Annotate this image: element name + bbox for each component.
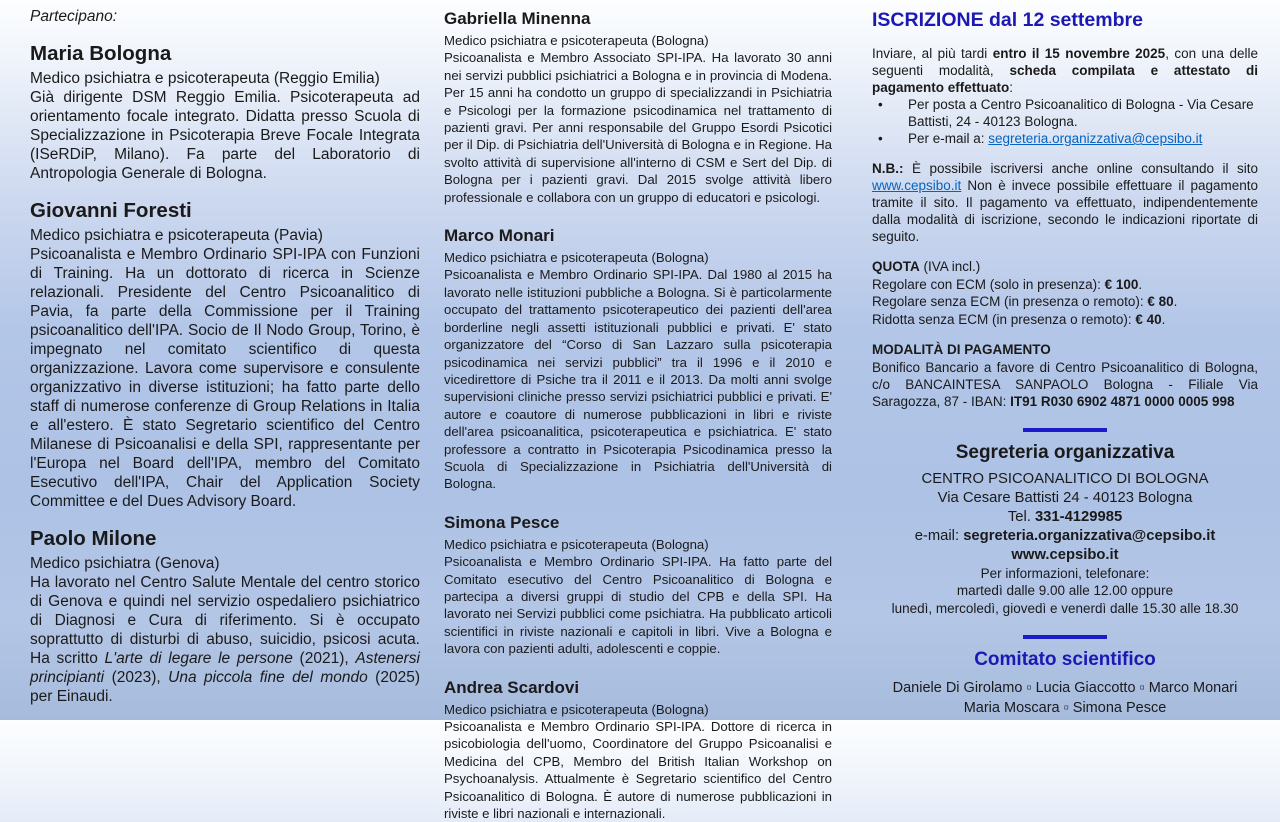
section-divider [1023,428,1107,432]
person-name: Andrea Scardovi [444,677,580,697]
person-name: Simona Pesce [444,512,560,532]
bullet-text [908,130,1258,147]
participants-left-column [30,0,420,706]
fee-line [872,311,1258,329]
section-divider [1023,635,1107,639]
bio-marco-monari [444,225,832,493]
secretariat-section [872,441,1258,618]
bio-text: (2025) per Einaudi. [30,669,420,705]
bio-maria-bologna [30,42,420,183]
person-name: Maria Bologna [30,42,172,65]
fee-price: € 40 [1135,311,1162,327]
secretariat-title: Segreteria organizzativa [955,441,1175,463]
nb-text: È possibile iscriversi anche online consultando il sito [903,161,1258,176]
info-line: martedì dalle 9.00 alle 12.00 oppure [956,583,1174,598]
person-name: Giovanni Foresti [30,199,192,222]
fee-price: € 80 [1147,294,1174,309]
payment-section [872,341,1258,410]
secretariat-email-line [872,527,1258,546]
fee-end: . [1173,294,1178,309]
intro-text: , con una delle seguenti modalità, [872,46,1259,78]
secretariat-website[interactable]: www.cepsibo.it [1011,546,1119,563]
info-line: lunedì, mercoledì, giovedì e venerdì dalle 15.30 alle 18.30 [891,600,1239,616]
person-name: Paolo Milone [30,527,157,550]
person-role: Medico psichiatra e psicoterapeuta (Reggio Emilia) [30,70,380,87]
email-label: e-mail: [914,527,964,544]
bullet-email [872,130,1258,147]
person-role: Medico psichiatra e psicoterapeuta (Bologna) [444,536,709,552]
book-title: Una piccola fine del mondo [168,669,368,686]
fee-price: € 100 [1104,276,1139,292]
participants-middle-column [444,0,832,822]
secretariat-email[interactable]: segreteria.organizzativa@cepsibo.it [963,527,1216,544]
registration-column [872,0,1258,718]
fee-title-suffix: (IVA incl.) [919,259,981,274]
payment-title: MODALITÀ DI PAGAMENTO [872,342,1051,357]
website-link[interactable]: www.cepsibo.it [872,178,962,193]
person-role: Medico psichiatra e psicoterapeuta (Bologna) [444,33,709,48]
nb-text: Non è invece possibile effettuare il pagamento tramite il sito. Il pagamento va effettuato, indipendentemente dalla modalità di iscrizione, secondo le indicazioni riportate di seguito. [872,178,1258,244]
bio-gabriella-minenna [444,8,832,206]
person-name: Gabriella Minenna [444,9,591,28]
fee-title: QUOTA [872,259,920,274]
fee-line [872,276,1258,294]
registration-title: ISCRIZIONE dal 12 settembre [872,9,1143,31]
person-bio [30,573,420,706]
person-role: Medico psichiatra e psicoterapeuta (Bologna) [444,701,709,717]
fee-end: . [1138,276,1143,292]
phone-number: 331-4129985 [1034,508,1123,525]
person-bio: Già dirigente DSM Reggio Emilia. Psicoterapeuta ad orientamento focale integrato. Didatta presso Scuola di Specializzazione in Psicoterapia Breve Focale Integrata (ISeRDiP, Milano). Fa parte del Laboratorio di Antropologia Generale di Bologna. [30,89,420,182]
deadline-text: entro il 15 novembre 2025 [992,46,1166,61]
participants-intro: Partecipano: [30,8,118,25]
nb-label: N.B.: [872,161,904,176]
committee-members: Maria Moscara ▫ Simona Pesce [963,699,1167,716]
bio-paolo-milone [30,527,420,706]
person-name: Marco Monari [444,226,555,246]
intro-text: Inviare, al più tardi [872,46,993,61]
person-bio: Psicoanalista e Membro Ordinario SPI-IPA. Dottore di ricerca in psicobiologia dell'uomo, Coordinatore del Gruppo Psicoanalisi e Medicina del CPB, Membro del British Italian Workshop on Psychoanalysis. Attualmente è Segretario scientifico del Centro Psicoanalitico di Bologna. È autore di numerose pubblicazioni in riviste e libri nazionali e internazionali. [444,719,832,822]
committee-title: Comitato scientifico [974,649,1156,670]
registration-intro [872,45,1258,96]
fee-line [872,293,1258,311]
nb-paragraph [872,160,1258,245]
iban-value: IT91 R030 6902 4871 0000 0005 998 [1010,393,1235,409]
payment-body [872,359,1258,410]
phone-label: Tel. [1007,508,1035,525]
fee-section [872,258,1258,328]
bullet-label: Per e-mail a: [908,131,989,146]
fee-title-line [872,258,1258,276]
fee-label: Ridotta senza ECM (in presenza o remoto): [872,311,1136,327]
person-bio: Psicoanalista e Membro Ordinario SPI-IPA con Funzioni di Training. Ha un dottorato di ricerca in Scienze relazionali. Presidente del Centro Psicoanalitico di Pavia, fa parte della Commissione per il Training psicoanalitico dell'IPA. Socio de Il Nodo Group, Torino, è impegnato nel comitato scientifico di questa organizzazione. Lavora come supervisore e consulente organizzativo in diverse istituzioni; ha fatto parte dello staff di numerose conferenze di Group Relations in Italia e all'estero. È stato Segretario scientifico del Centro Milanese di Psicoanalisi e della SPI, rappresentante per l'Europa nel Board dell'IPA, membro del Comitato Esecutivo dell'IPA, Chair del Application Society Committee e del Dues Advisory Board. [30,246,420,510]
fee-end: . [1161,311,1166,327]
person-role: Medico psichiatra e psicoterapeuta (Bologna) [444,250,709,266]
secretariat-org: CENTRO PSICOANALITICO DI BOLOGNA [921,470,1209,487]
bio-andrea-scardovi [444,677,832,822]
committee-section [872,648,1258,718]
person-bio: Psicoanalista e Membro Ordinario SPI-IPA. Ha fatto parte del Comitato esecutivo del Centro Psicoanalitico di Bologna e partecipa a diversi gruppi di studio del CPB e della SPI. Ha lavorato nei Servizi pubblici come psichiatra. Ha pubblicato articoli scientifici in riviste nazionali e capitoli in libri. Vive a Bologna e lavora con pazienti adulti, adolescenti e coppie. [444,554,832,657]
secretariat-phone-line [872,508,1258,527]
secretariat-address: Via Cesare Battisti 24 - 40123 Bologna [937,489,1193,506]
info-line: Per informazioni, telefonare: [980,565,1150,581]
email-link[interactable]: segreteria.organizzativa@cepsibo.it [988,131,1203,146]
person-role: Medico psichiatra e psicoterapeuta (Pavia) [30,227,323,244]
bullet-mail-post [872,96,1258,130]
fee-label: Regolare senza ECM (in presenza o remoto): [872,294,1148,309]
book-title: L'arte di legare le persone [104,650,293,667]
person-role: Medico psichiatra (Genova) [30,555,220,572]
bullet-text: Per posta a Centro Psicoanalitico di Bologna - Via Cesare Battisti, 24 - 40123 Bologna. [908,97,1254,129]
bio-text: Ha lavorato nel Centro Salute Mentale del centro storico di Genova e quindi nel servizio ospedaliero psichiatrico di Diagnosi e Cura di riferimento. Si è occupato soprattutto di disturbi di abuso, suicidio, psicosi acuta. [30,574,420,648]
fee-label: Regolare con ECM (solo in presenza): [872,276,1105,292]
bullet-icon: • [878,131,883,146]
payment-text: Bonifico Bancario a favore di Centro Psicoanalitico di Bologna, c/o BANCAINTESA SANPAOLO Bologna - Filiale Via Saragozza, 87 - IBAN: [872,359,1258,409]
bio-giovanni-foresti [30,199,420,511]
bio-simona-pesce [444,512,832,658]
bio-text: (2021), [292,650,356,667]
required-docs-text: scheda compilata e attestato di pagamento effettuato [872,63,1259,95]
bio-text: (2023), [104,669,169,686]
person-bio: Psicoanalista e Membro Associato SPI-IPA. Ha lavorato 30 anni nei servizi pubblici psichiatrici a Bologna e in provincia di Modena. Per 15 anni ha condotto un gruppo di specializzandi in Psichiatria e Psicologi per la formazione psicodinamica nel trattamento di pazienti gravi. Per anni responsabile del Gruppo Esordi Psicotici per il Dip. di Psichiatria dell'Università di Bologna e in Regione. Ha svolto attività di supervisione all'interno di CSM e Sert del Dip. di Bologna per i pazienti gravi. Dal 2015 svolge attività libero professionale e collabora con un gruppo di educatori e psicologi. [444,50,832,205]
book-title: Astenersi principianti [30,650,420,686]
intro-text: : [1009,80,1014,95]
person-bio: Psicoanalista e Membro Ordinario SPI-IPA. Dal 1980 al 2015 ha lavorato nelle istituzioni pubbliche a Bologna. Si è particolarmente occupato del trattamento psicoterapeutico dei pazienti dell'area borderline negli assetti istituzionali pubblici e privati. E' stato organizzatore del “Corso di San Lazzaro sulla psicoterapia psicodinamica nei servizi pubblici” tra il 1996 e il 2010 e vicedirettore di Psiche tra il 2011 e il 2013. Da molti anni svolge supervisioni cliniche presso servizi psichiatrici pubblici e privati. E' autore e coautore di numerose pubblicazioni in libri e riviste dell'area psicoanalitica, psicoterapeutica e psichiatrica. E' stato professore a contratto in Psicoterapia Psicodinamica presso la Scuola di Specializzazione in Psichiatria dell'Università di Bologna. [444,267,832,492]
bullet-icon: • [878,97,883,112]
committee-members: Daniele Di Girolamo ▫ Lucia Giaccotto ▫ Marco Monari [892,680,1238,696]
bio-text: Ha scritto [30,650,105,667]
